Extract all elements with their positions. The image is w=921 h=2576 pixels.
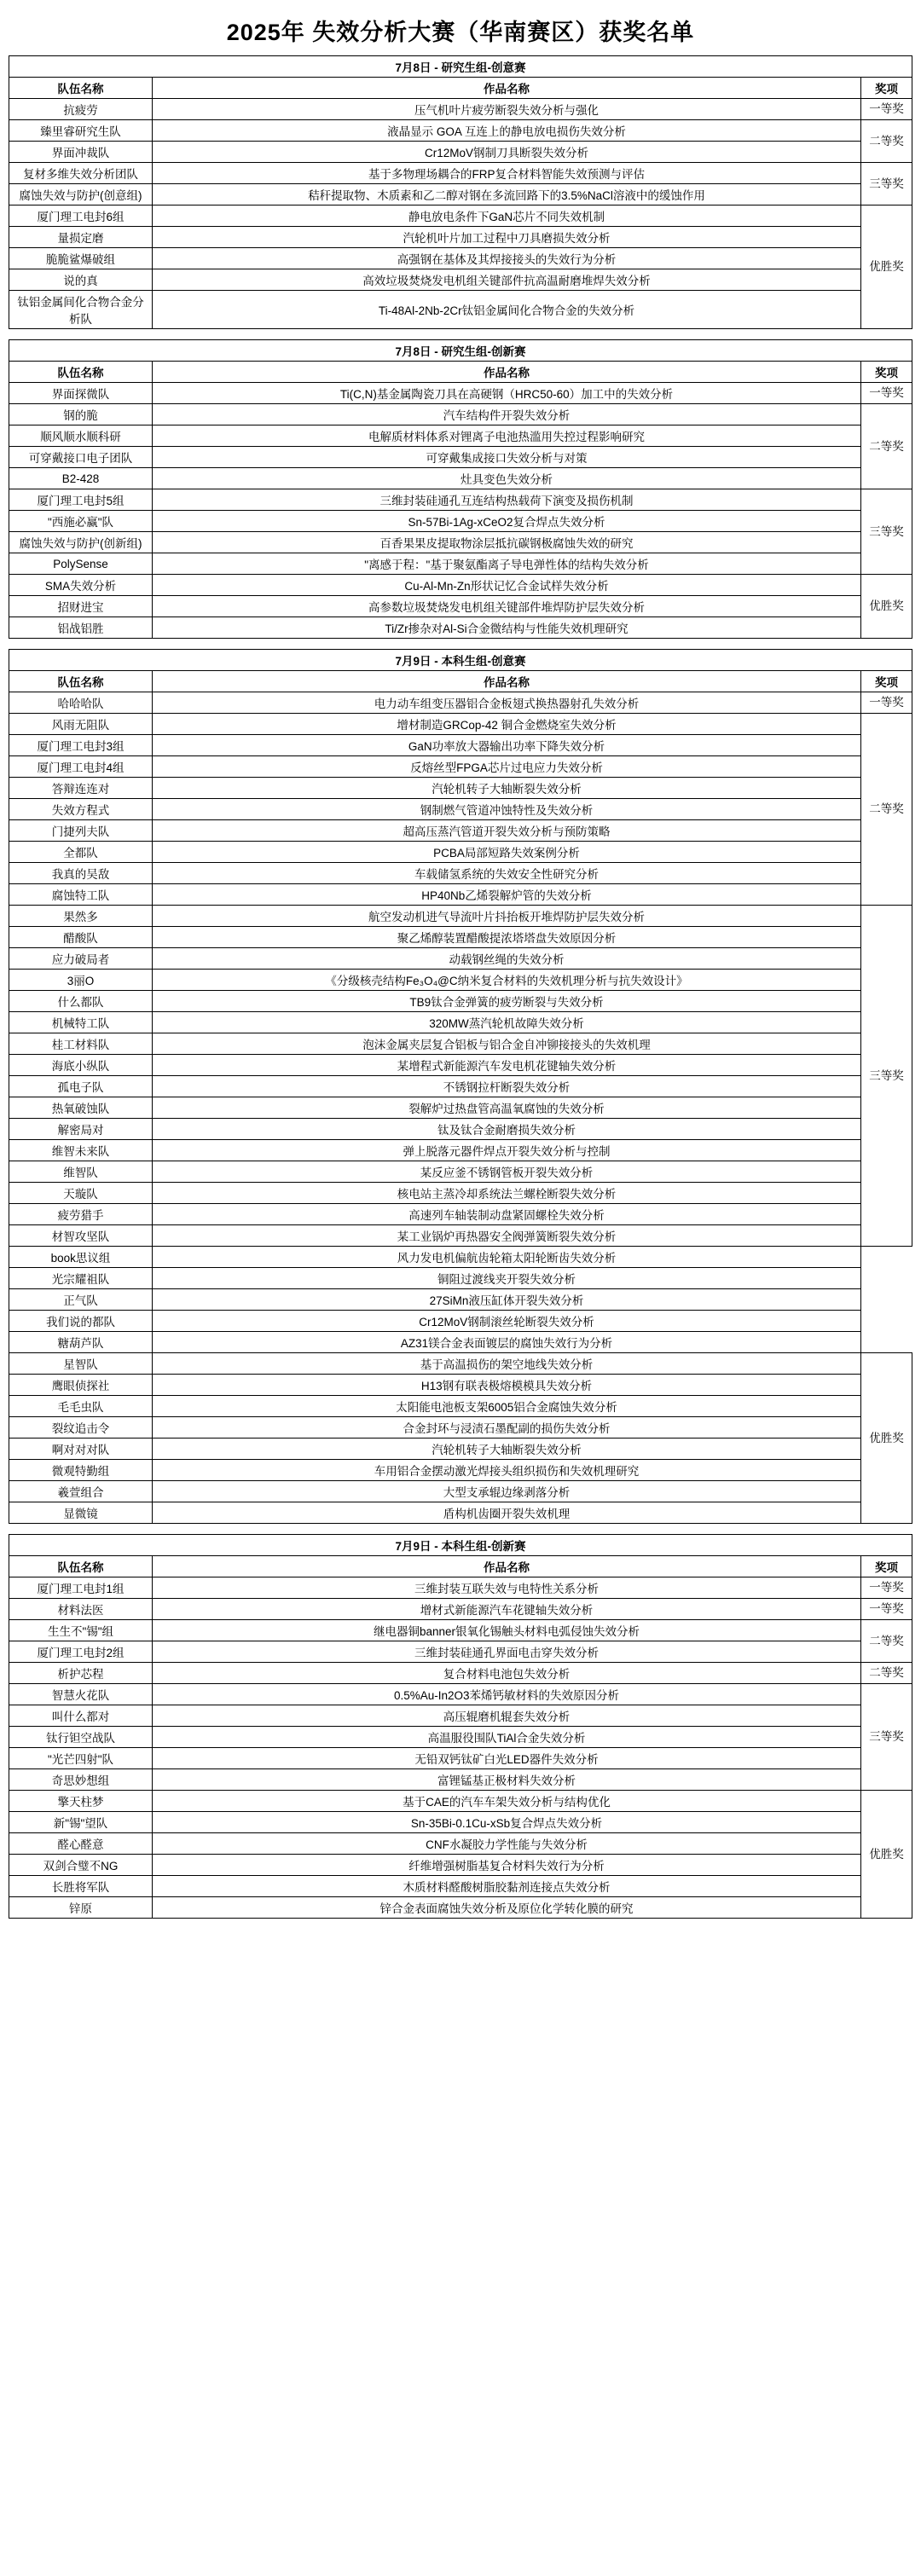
work-title-cell: 裂解炉过热盘管高温氧腐蚀的失效分析 [153,1097,861,1119]
team-name-cell: 醋酸队 [9,927,153,948]
section-heading: 7月8日 - 研究生组-创意赛 [9,56,912,78]
team-name-cell: "光芒四射"队 [9,1748,153,1769]
work-title-cell: 增材式新能源汽车花键轴失效分析 [153,1599,861,1620]
work-title-cell: 弹上脱落元器件焊点开裂失效分析与控制 [153,1140,861,1161]
team-name-cell: 钢的脆 [9,404,153,425]
award-section [9,339,912,639]
table-row [9,1247,912,1268]
prize-cell: 三等奖 [860,906,912,1247]
work-title-cell: 《分级核壳结构Fe₃O₄@C纳米复合材料的失效机理分析与抗失效设计》 [153,970,861,991]
table-row [9,863,912,884]
work-title-cell: 电解质材料体系对锂离子电池热滥用失控过程影响研究 [153,425,861,447]
team-name-cell: book思议组 [9,1247,153,1268]
table-row [9,820,912,842]
work-title-cell: "离感于程："基于聚氨酯离子导电弹性体的结构失效分析 [153,553,861,575]
work-title-cell: 0.5%Au-In2O3苯烯钙敏材料的失效原因分析 [153,1684,861,1705]
column-header-team: 队伍名称 [9,1556,153,1577]
page-title: 2025年 失效分析大赛（华南赛区）获奖名单 [226,20,695,45]
team-name-cell: PolySense [9,553,153,575]
column-header-team: 队伍名称 [9,78,153,99]
table-row [9,948,912,970]
prize-cell: 二等奖 [860,1663,912,1684]
prize-cell: 二等奖 [860,1620,912,1663]
column-header-work: 作品名称 [153,1556,861,1577]
work-title-cell: 高强钢在基体及其焊接接头的失效行为分析 [153,248,861,269]
prize-cell: 优胜奖 [860,575,912,639]
table-row [9,756,912,778]
work-title-cell: 铜阻过渡线夹开裂失效分析 [153,1268,861,1289]
column-header-prize: 奖项 [860,671,912,692]
team-name-cell: SMA失效分析 [9,575,153,596]
column-header-work: 作品名称 [153,362,861,383]
team-name-cell: 维智未来队 [9,1140,153,1161]
work-title-cell: Cr12MoV钢制刀具断裂失效分析 [153,142,861,163]
table-row [9,227,912,248]
work-title-cell: 秸秆提取物、木质素和乙二醇对钢在多流回路下的3.5%NaCl溶液中的缓蚀作用 [153,184,861,206]
work-title-cell: Ti-48Al-2Nb-2Cr钛铝金属间化合物合金的失效分析 [153,291,861,329]
table-row [9,184,912,206]
table-row [9,1577,912,1599]
work-title-cell: 汽轮机转子大轴断裂失效分析 [153,1439,861,1460]
table-row [9,553,912,575]
team-name-cell: 擎天柱梦 [9,1791,153,1812]
work-title-cell: 汽轮机叶片加工过程中刀具磨损失效分析 [153,227,861,248]
table-row [9,1769,912,1791]
team-name-cell: 长胜将军队 [9,1876,153,1897]
prize-cell: 二等奖 [860,714,912,906]
team-name-cell: 我真的吴敌 [9,863,153,884]
team-name-cell: 海底小纵队 [9,1055,153,1076]
column-header-prize: 奖项 [860,362,912,383]
table-row [9,447,912,468]
table-row [9,1876,912,1897]
team-name-cell: 锌原 [9,1897,153,1919]
section-spacer [9,329,912,339]
work-title-cell: 三维封装互联失效与电特性关系分析 [153,1577,861,1599]
team-name-cell: 失效方程式 [9,799,153,820]
table-row [9,1332,912,1353]
table-row [9,735,912,756]
work-title-cell: AZ31镁合金表面镀层的腐蚀失效行为分析 [153,1332,861,1353]
table-row [9,1204,912,1225]
work-title-cell: 继电器铜banner银氧化锡触头材料电弧侵蚀失效分析 [153,1620,861,1641]
table-row [9,1140,912,1161]
team-name-cell: 哈哈哈队 [9,692,153,714]
team-name-cell: 生生不"锡"组 [9,1620,153,1641]
table-row [9,1161,912,1183]
work-title-cell: Ti/Zr掺杂对Al-Si合金微结构与性能失效机理研究 [153,617,861,639]
team-name-cell: 醛心醛意 [9,1833,153,1855]
team-name-cell: 答辩连连对 [9,778,153,799]
table-row [9,1289,912,1311]
table-row [9,1684,912,1705]
team-name-cell: 析护芯程 [9,1663,153,1684]
table-row [9,1663,912,1684]
team-name-cell: 材料法医 [9,1599,153,1620]
table-row [9,532,912,553]
work-title-cell: 无铅双钙钛矿白光LED器件失效分析 [153,1748,861,1769]
team-name-cell: "西施必赢"队 [9,511,153,532]
table-row [9,1033,912,1055]
prize-cell: 三等奖 [860,1684,912,1791]
section-spacer [9,1524,912,1534]
work-title-cell: 核电站主蒸冷却系统法兰螺栓断裂失效分析 [153,1183,861,1204]
work-title-cell: 反熔丝型FPGA芯片过电应力失效分析 [153,756,861,778]
column-header-team: 队伍名称 [9,362,153,383]
prize-cell: 一等奖 [860,692,912,714]
section-spacer [9,639,912,649]
work-title-cell: 车用铝合金摆动激光焊接头组织损伤和失效机理研究 [153,1460,861,1481]
work-title-cell: 320MW蒸汽轮机故障失效分析 [153,1012,861,1033]
work-title-cell: 增材制造GRCop-42 铜合金燃烧室失效分析 [153,714,861,735]
work-title-cell: 高参数垃圾焚烧发电机组关键部件堆焊防护层失效分析 [153,596,861,617]
team-name-cell: 果然多 [9,906,153,927]
table-row [9,468,912,489]
table-row [9,1620,912,1641]
sections-container [9,55,912,1919]
work-title-cell: 27SiMn液压缸体开裂失效分析 [153,1289,861,1311]
team-name-cell: 风雨无阻队 [9,714,153,735]
team-name-cell: 疲劳猎手 [9,1204,153,1225]
work-title-cell: 基于高温损伤的架空地线失效分析 [153,1353,861,1375]
prize-cell: 一等奖 [860,1577,912,1599]
work-title-cell: 合金封环与浸渍石墨配副的损伤失效分析 [153,1417,861,1439]
column-header-work: 作品名称 [153,78,861,99]
work-title-cell: 车载储氢系统的失效安全性研究分析 [153,863,861,884]
prize-cell: 优胜奖 [860,1791,912,1919]
table-row [9,799,912,820]
table-row [9,1183,912,1204]
work-title-cell: 高温服役围队TiAl合金失效分析 [153,1727,861,1748]
prize-cell: 二等奖 [860,404,912,489]
work-title-cell: 压气机叶片疲劳断裂失效分析与强化 [153,99,861,120]
award-table [9,55,912,329]
table-row [9,1812,912,1833]
team-name-cell: 腐蚀失效与防护(创意组) [9,184,153,206]
work-title-cell: H13钢有联表极熔模模具失效分析 [153,1375,861,1396]
work-title-cell: Sn-57Bi-1Ag-xCeO2复合焊点失效分析 [153,511,861,532]
team-name-cell: 裂纹追击令 [9,1417,153,1439]
team-name-cell: 门捷列夫队 [9,820,153,842]
team-name-cell: 3丽O [9,970,153,991]
work-title-cell: 灶具变色失效分析 [153,468,861,489]
table-row [9,291,912,329]
work-title-cell: Ti(C,N)基金属陶瓷刀具在高硬钢（HRC50-60）加工中的失效分析 [153,383,861,404]
work-title-cell: Cr12MoV钢制滚丝轮断裂失效分析 [153,1311,861,1332]
team-name-cell: 新"锡"望队 [9,1812,153,1833]
team-name-cell: 铝战铝胜 [9,617,153,639]
table-row [9,1791,912,1812]
work-title-cell: Cu-Al-Mn-Zn形状记忆合金试样失效分析 [153,575,861,596]
team-name-cell: 维智队 [9,1161,153,1183]
table-row [9,991,912,1012]
team-name-cell: 叫什么都对 [9,1705,153,1727]
team-name-cell: 厦门理工电封2组 [9,1641,153,1663]
work-title-cell: TB9钛合金弹簧的疲劳断裂与失效分析 [153,991,861,1012]
table-row [9,511,912,532]
team-name-cell: 解密局对 [9,1119,153,1140]
work-title-cell: 锌合金表面腐蚀失效分析及原位化学转化膜的研究 [153,1897,861,1919]
table-row [9,1396,912,1417]
award-table [9,339,912,639]
work-title-cell: 某工业锅炉再热器安全阀弹簧断裂失效分析 [153,1225,861,1247]
work-title-cell: 纤维增强树脂基复合材料失效行为分析 [153,1855,861,1876]
prize-cell: 三等奖 [860,489,912,575]
table-row [9,1311,912,1332]
table-row [9,1460,912,1481]
award-table [9,649,912,1524]
table-row [9,383,912,404]
work-title-cell: 钢制燃气管道冲蚀特性及失效分析 [153,799,861,820]
work-title-cell: 液晶显示 GOA 互连上的静电放电损伤失效分析 [153,120,861,142]
team-name-cell: 桂工材料队 [9,1033,153,1055]
team-name-cell: 什么都队 [9,991,153,1012]
table-row [9,489,912,511]
table-row [9,1599,912,1620]
section-heading: 7月8日 - 研究生组-创新赛 [9,340,912,362]
work-title-cell: 静电放电条件下GaN芯片不同失效机制 [153,206,861,227]
team-name-cell: 钛行钽空战队 [9,1727,153,1748]
table-row [9,692,912,714]
table-row [9,617,912,639]
team-name-cell: 应力破局者 [9,948,153,970]
prize-cell: 三等奖 [860,163,912,206]
table-row [9,1268,912,1289]
award-section [9,55,912,329]
team-name-cell: 热氧破蚀队 [9,1097,153,1119]
table-row [9,142,912,163]
team-name-cell: 机械特工队 [9,1012,153,1033]
work-title-cell: 太阳能电池板支架6005铝合金腐蚀失效分析 [153,1396,861,1417]
prize-cell: 一等奖 [860,99,912,120]
work-title-cell: 可穿戴集成接口失效分析与对策 [153,447,861,468]
team-name-cell: B2-428 [9,468,153,489]
team-name-cell: 天璇队 [9,1183,153,1204]
table-row [9,1097,912,1119]
team-name-cell: 厦门理工电封4组 [9,756,153,778]
team-name-cell: 腐蚀特工队 [9,884,153,906]
table-row [9,120,912,142]
table-row [9,248,912,269]
table-row [9,1748,912,1769]
table-row [9,778,912,799]
team-name-cell: 双剑合璧不NG [9,1855,153,1876]
team-name-cell: 正气队 [9,1289,153,1311]
work-title-cell: 聚乙烯醇装置醋酸提浓塔塔盘失效原因分析 [153,927,861,948]
team-name-cell: 全都队 [9,842,153,863]
work-title-cell: 三维封装硅通孔界面电击穿失效分析 [153,1641,861,1663]
work-title-cell: 高压辊磨机辊套失效分析 [153,1705,861,1727]
award-table [9,1534,912,1919]
work-title-cell: 高速列车轴装制动盘紧固螺栓失效分析 [153,1204,861,1225]
team-name-cell: 材智攻坚队 [9,1225,153,1247]
team-name-cell: 招财进宝 [9,596,153,617]
prize-cell: 优胜奖 [860,1353,912,1524]
work-title-cell: 不锈钢拉杆断裂失效分析 [153,1076,861,1097]
table-row [9,970,912,991]
work-title-cell: 动载钢丝绳的失效分析 [153,948,861,970]
work-title-cell: 超高压蒸汽管道开裂失效分析与预防策略 [153,820,861,842]
team-name-cell: 说的真 [9,269,153,291]
table-row [9,884,912,906]
section-heading: 7月9日 - 本科生组-创意赛 [9,650,912,671]
work-title-cell: PCBA局部短路失效案例分析 [153,842,861,863]
team-name-cell: 臻里睿研究生队 [9,120,153,142]
work-title-cell: 基于多物理场耦合的FRP复合材料智能失效预测与评估 [153,163,861,184]
table-row [9,1119,912,1140]
prize-cell: 一等奖 [860,383,912,404]
team-name-cell: 智慧火花队 [9,1684,153,1705]
table-row [9,1439,912,1460]
table-row [9,1375,912,1396]
table-row [9,206,912,227]
prize-cell: 一等奖 [860,1599,912,1620]
column-header-prize: 奖项 [860,1556,912,1577]
team-name-cell: 厦门理工电封1组 [9,1577,153,1599]
team-name-cell: 脆脆鲨爆破组 [9,248,153,269]
work-title-cell: Sn-35Bi-0.1Cu-xSb复合焊点失效分析 [153,1812,861,1833]
work-title-cell: 泡沫金属夹层复合铝板与铝合金自冲铆接接头的失效机理 [153,1033,861,1055]
table-row [9,99,912,120]
work-title-cell: 航空发动机进气导流叶片抖抬板开堆焊防护层失效分析 [153,906,861,927]
section-heading: 7月9日 - 本科生组-创新赛 [9,1535,912,1556]
work-title-cell: CNF水凝胶力学性能与失效分析 [153,1833,861,1855]
prize-cell: 二等奖 [860,120,912,163]
table-row [9,1855,912,1876]
table-row [9,1641,912,1663]
work-title-cell: 百香果果皮提取物涂层抵抗碳钢极腐蚀失效的研究 [153,532,861,553]
work-title-cell: 某反应釜不锈钢管板开裂失效分析 [153,1161,861,1183]
team-name-cell: 孤电子队 [9,1076,153,1097]
team-name-cell: 啊对对对队 [9,1439,153,1460]
table-row [9,163,912,184]
team-name-cell: 量损定磨 [9,227,153,248]
work-title-cell: 富锂锰基正极材料失效分析 [153,1769,861,1791]
team-name-cell: 抗疲劳 [9,99,153,120]
work-title-cell: 汽轮机转子大轴断裂失效分析 [153,778,861,799]
table-row [9,1012,912,1033]
table-row [9,1833,912,1855]
work-title-cell: 基于CAE的汽车车架失效分析与结构优化 [153,1791,861,1812]
team-name-cell: 我们说的都队 [9,1311,153,1332]
table-row [9,1076,912,1097]
work-title-cell: 风力发电机偏航齿轮箱太阳轮断齿失效分析 [153,1247,861,1268]
work-title-cell: 复合材料电池包失效分析 [153,1663,861,1684]
work-title-cell: 三维封装硅通孔互连结构热载荷下演变及损伤机制 [153,489,861,511]
work-title-cell: 大型支承辊边缘剥落分析 [153,1481,861,1502]
table-row [9,1897,912,1919]
team-name-cell: 可穿戴接口电子团队 [9,447,153,468]
team-name-cell: 奇思妙想组 [9,1769,153,1791]
team-name-cell: 糖葫芦队 [9,1332,153,1353]
prize-cell: 优胜奖 [860,206,912,329]
table-row [9,596,912,617]
team-name-cell: 光宗耀祖队 [9,1268,153,1289]
work-title-cell: 电力动车组变压器铝合金板翅式换热器射孔失效分析 [153,692,861,714]
table-row [9,404,912,425]
table-row [9,1481,912,1502]
team-name-cell: 星智队 [9,1353,153,1375]
work-title-cell: 木质材料醛酸树脂胶黏剂连接点失效分析 [153,1876,861,1897]
award-section [9,1534,912,1919]
table-row [9,842,912,863]
table-row [9,1353,912,1375]
team-name-cell: 界面冲裁队 [9,142,153,163]
table-row [9,906,912,927]
table-row [9,1705,912,1727]
team-name-cell: 毛毛虫队 [9,1396,153,1417]
team-name-cell: 鹰眼侦探社 [9,1375,153,1396]
table-row [9,714,912,735]
team-name-cell: 显微镜 [9,1502,153,1524]
team-name-cell: 微观特勤组 [9,1460,153,1481]
team-name-cell: 复材多维失效分析团队 [9,163,153,184]
team-name-cell: 羲萱组合 [9,1481,153,1502]
work-title-cell: 钛及钛合金耐磨损失效分析 [153,1119,861,1140]
award-section [9,649,912,1524]
table-row [9,1417,912,1439]
table-row [9,425,912,447]
work-title-cell: 高效垃圾焚烧发电机组关键部件抗高温耐磨堆焊失效分析 [153,269,861,291]
table-row [9,575,912,596]
column-header-prize: 奖项 [860,78,912,99]
work-title-cell: HP40Nb乙烯裂解炉管的失效分析 [153,884,861,906]
table-row [9,927,912,948]
work-title-cell: 汽车结构件开裂失效分析 [153,404,861,425]
column-header-work: 作品名称 [153,671,861,692]
work-title-cell: 某增程式新能源汽车发电机花键轴失效分析 [153,1055,861,1076]
team-name-cell: 顺风顺水顺科研 [9,425,153,447]
table-row [9,269,912,291]
team-name-cell: 厦门理工电封5组 [9,489,153,511]
team-name-cell: 厦门理工电封6组 [9,206,153,227]
team-name-cell: 腐蚀失效与防护(创新组) [9,532,153,553]
table-row [9,1727,912,1748]
team-name-cell: 界面探微队 [9,383,153,404]
team-name-cell: 钛铝金属间化合物合金分析队 [9,291,153,329]
work-title-cell: GaN功率放大器输出功率下降失效分析 [153,735,861,756]
table-row [9,1502,912,1524]
work-title-cell: 盾构机齿圈开裂失效机理 [153,1502,861,1524]
table-row [9,1225,912,1247]
team-name-cell: 厦门理工电封3组 [9,735,153,756]
table-row [9,1055,912,1076]
column-header-team: 队伍名称 [9,671,153,692]
